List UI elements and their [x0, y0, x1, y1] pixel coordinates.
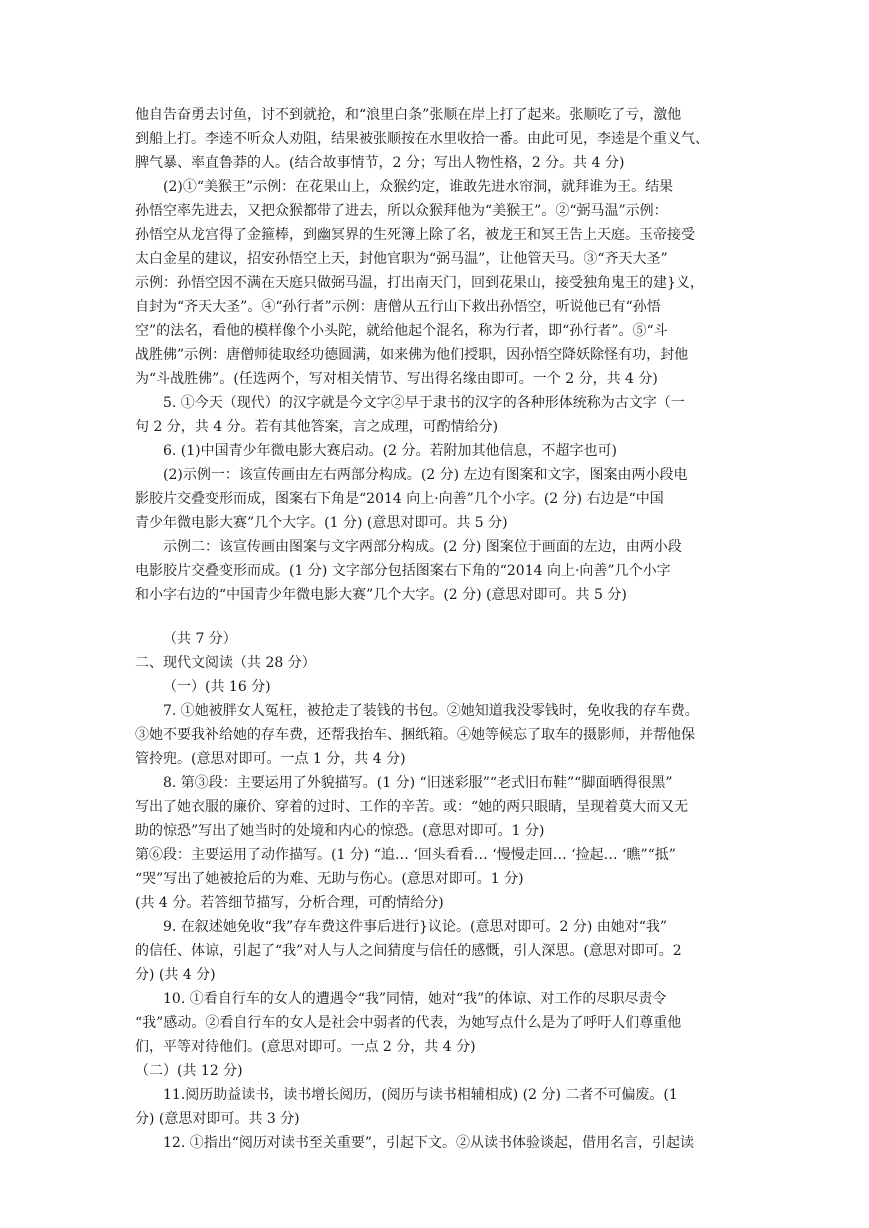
text-line: 6. (1)中国青少年微电影大赛启动。(2 分。若附加其他信息，不超字也可): [163, 443, 617, 459]
text-line: 分) (共 4 分): [135, 967, 216, 983]
text-line: 11.阅历助益读书，读书增长阅历，(阅历与读书相辅相成) (2 分) 二者不可偏废。(1: [163, 1087, 678, 1103]
text-line: 写出了她衣服的廉价、穿着的过时、工作的辛苦。或：“她的两只眼睛，呈现着莫大而又无: [135, 799, 689, 815]
text-line: 示例：孙悟空因不满在天庭只做弼马温，打出南天门，回到花果山，接受独角鬼王的建}义，: [135, 275, 704, 291]
text-line: 助的惊恐”写出了她当时的处境和内心的惊恐。(意思对即可。1 分): [135, 823, 545, 839]
text-line: 太白金星的建议，招安孙悟空上天，封他官职为“弼马温”，让他管天马。③“齐天大圣”: [135, 251, 668, 267]
text-line: 空”的法名，看他的模样像个小头陀，就给他起个混名，称为行者，即“孙行者”。⑤“斗: [135, 323, 668, 339]
text-line: 为“斗战胜佛”。(任选两个，写对相关情节、写出得名缘由即可。一个 2 分，共 4 分): [135, 371, 658, 387]
text-line: 示例二：该宣传画由图案与文字两部分构成。(2 分) 图案位于画面的左边，由两小段: [163, 539, 682, 555]
text-line: 分) (意思对即可。共 3 分): [135, 1111, 300, 1127]
text-line: （共 7 分）: [163, 631, 237, 647]
text-line: 们，平等对待他们。(意思对即可。一点 2 分，共 4 分): [135, 1039, 476, 1055]
text-line: 句 2 分，共 4 分。若有其他答案，言之成理，可酌情给分): [135, 419, 499, 435]
text-line: 8. 第③段：主要运用了外貌描写。(1 分) “旧迷彩服”“老式旧布鞋”“脚面晒得很黑”: [163, 775, 673, 791]
text-line: 到船上打。李逵不听众人劝阻，结果被张顺按在水里收拾一番。由此可见，李逵是个重义气、: [135, 131, 709, 147]
text-line: 他自告奋勇去讨鱼，讨不到就抢，和“浪里白条”张顺在岸上打了起来。张顺吃了亏，激他: [135, 107, 682, 123]
text-line: 孙悟空从龙宫得了金箍棒，到幽冥界的生死簿上除了名，被龙王和冥王告上天庭。玉帝接受: [135, 227, 695, 243]
text-line: 脾气暴、率直鲁莽的人。(结合故事情节，2 分；写出人物性格，2 分。共 4 分): [135, 155, 625, 171]
text-line: “哭”写出了她被抢后的为难、无助与伤心。(意思对即可。1 分): [135, 871, 524, 887]
text-line: (2)①“美猴王”示例：在花果山上，众猴约定，谁敢先进水帘洞，就拜谁为王。结果: [163, 179, 674, 195]
text-line: “我”感动。②看自行车的女人是社会中弱者的代表，为她写点什么是为了呼吁人们尊重他: [135, 1015, 682, 1031]
section-heading: 二、现代文阅读（共 28 分）: [135, 655, 316, 671]
text-line: 9. 在叙述她免收“我”存车费这件事后进行}议论。(意思对即可。2 分) 由她对“我”: [163, 919, 668, 935]
text-line: 电影胶片交叠变形而成。(1 分) 文字部分包括图案右下角的“2014 向上·向善”几个小字: [135, 563, 671, 579]
subsection-heading: （一）(共 16 分): [163, 679, 271, 695]
text-line: 自封为“齐天大圣”。④“孙行者”示例：唐僧从五行山下救出孙悟空，听说他已有“孙悟: [135, 299, 661, 315]
text-line: 7. ①她被胖女人冤枉，被抢走了装钱的书包。②她知道我没零钱时，免收我的存车费。: [163, 703, 699, 719]
text-line: (2)示例一：该宣传画由左右两部分构成。(2 分) 左边有图案和文字，图案由两小段电: [163, 467, 688, 483]
text-line: 孙悟空率先进去，又把众猴都带了进去，所以众猴拜他为“美猴王”。②“弼马温”示例：: [135, 203, 668, 219]
text-line: 管拎兜。(意思对即可。一点 1 分，共 4 分): [135, 751, 406, 767]
text-line: 12. ①指出“阅历对读书至关重要”，引起下文。②从读书体验谈起，借用名言，引起读: [163, 1135, 695, 1151]
text-line: (共 4 分。若答细节描写，分析合理，可酌情给分): [135, 895, 444, 911]
text-line: ③她不要我补给她的存车费，还帮我抬车、捆纸箱。④她等候忘了取车的摄影师，并帮他保: [135, 727, 695, 743]
text-line: 战胜佛”示例：唐僧师徒取经功德圆满，如来佛为他们授职，因孙悟空降妖除怪有功，封他: [135, 347, 689, 363]
text-line: 和小字右边的“中国青少年微电影大赛”几个大字。(2 分) (意思对即可。共 5 分): [135, 587, 627, 603]
subsection-heading: （二）(共 12 分): [135, 1063, 243, 1079]
text-line: 10. ①看自行车的女人的遭遇令“我”同情，她对“我”的体谅、对工作的尽职尽责令: [163, 991, 667, 1007]
text-line: 影胶片交叠变形而成，图案右下角是“2014 向上·向善”几个小字。(2 分) 右边是“中国: [135, 491, 664, 507]
text-line: 第⑥段：主要运用了动作描写。(1 分) “追… ‘回头看看… ‘慢慢走回… ‘捡起… ‘瞧”“抵”: [135, 847, 676, 863]
text-line: 青少年微电影大赛”几个大字。(1 分) (意思对即可。共 5 分): [135, 515, 508, 531]
text-line: 的信任、体谅，引起了“我”对人与人之间猜度与信任的感慨，引人深思。(意思对即可。2: [135, 943, 682, 959]
text-line: 5. ①今天（现代）的汉字就是今文字②早于隶书的汉字的各种形体统称为古文字（一: [163, 395, 685, 411]
